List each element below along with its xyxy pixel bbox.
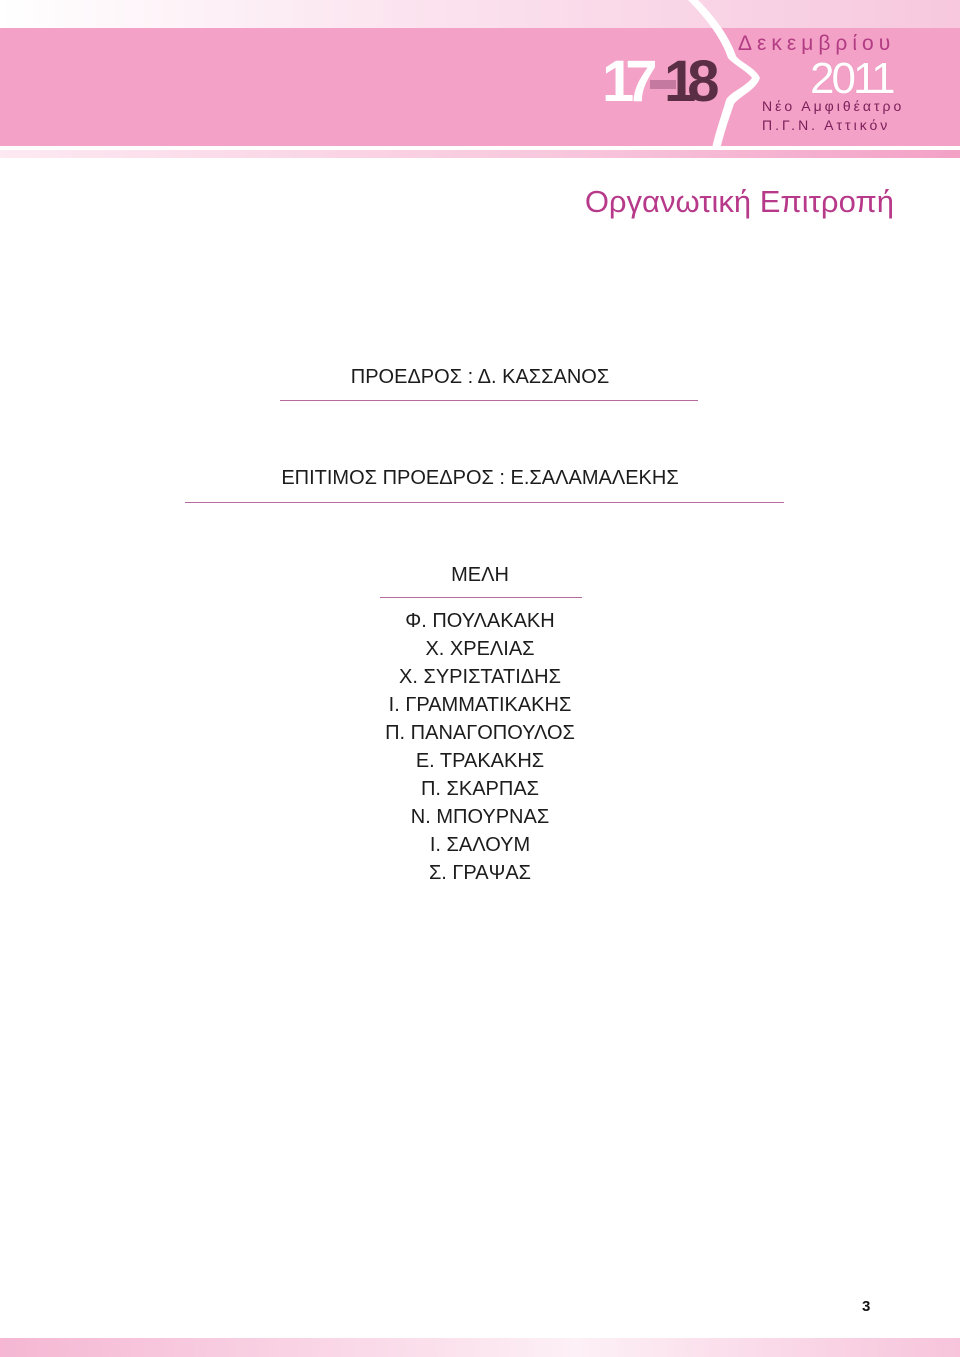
president-line: ΠΡΟΕΔΡΟΣ : Δ. ΚΑΣΣΑΝΟΣ bbox=[350, 366, 610, 388]
member-item: Χ. ΣΥΡΙΣΤΑΤΙΔΗΣ bbox=[399, 666, 561, 688]
member-item: Π. ΠΑΝΑΓΟΠΟΥΛΟΣ bbox=[385, 722, 575, 744]
members-heading: ΜΕΛΗ bbox=[451, 564, 509, 586]
member-item: Ι. ΓΡΑΜΜΑΤΙΚΑΚΗΣ bbox=[388, 694, 572, 716]
page-title: Οργανωτική Επιτροπή bbox=[584, 184, 894, 219]
president-divider bbox=[280, 400, 698, 401]
footer-band bbox=[0, 1338, 960, 1357]
event-year: 2011 bbox=[810, 54, 893, 103]
logo-digits-17: 17 bbox=[602, 49, 649, 114]
logo-digits-18: 18 bbox=[664, 49, 711, 114]
member-item: Σ. ΓΡΑΨΑΣ bbox=[428, 862, 532, 884]
page-number: 3 bbox=[862, 1298, 871, 1315]
member-item: Ι. ΣΑΛΟΥΜ bbox=[429, 834, 531, 856]
member-item: Χ. ΧΡΕΛΙΑΣ bbox=[425, 638, 535, 660]
members-divider bbox=[380, 597, 582, 598]
member-item: Ε. ΤΡΑΚΑΚΗΣ bbox=[415, 750, 545, 772]
venue-line-2: Π.Γ.Ν. Αττικόν bbox=[762, 117, 891, 133]
members-list bbox=[0, 607, 960, 887]
venue-line-1: Νέο Αμφιθέατρο bbox=[762, 98, 905, 114]
member-item: Π. ΣΚΑΡΠΑΣ bbox=[420, 778, 540, 800]
member-item: Ν. ΜΠΟΥΡΝΑΣ bbox=[410, 806, 550, 828]
member-item: Φ. ΠΟΥΛΑΚΑΚΗ bbox=[405, 610, 555, 632]
honorary-president-divider bbox=[185, 502, 784, 503]
event-month: Δεκεμβρίου bbox=[738, 32, 896, 55]
honorary-president-line: ΕΠΙΤΙΜΟΣ ΠΡΟΕΔΡΟΣ : Ε.ΣΑΛΑΜΑΛΕΚΗΣ bbox=[281, 467, 679, 489]
